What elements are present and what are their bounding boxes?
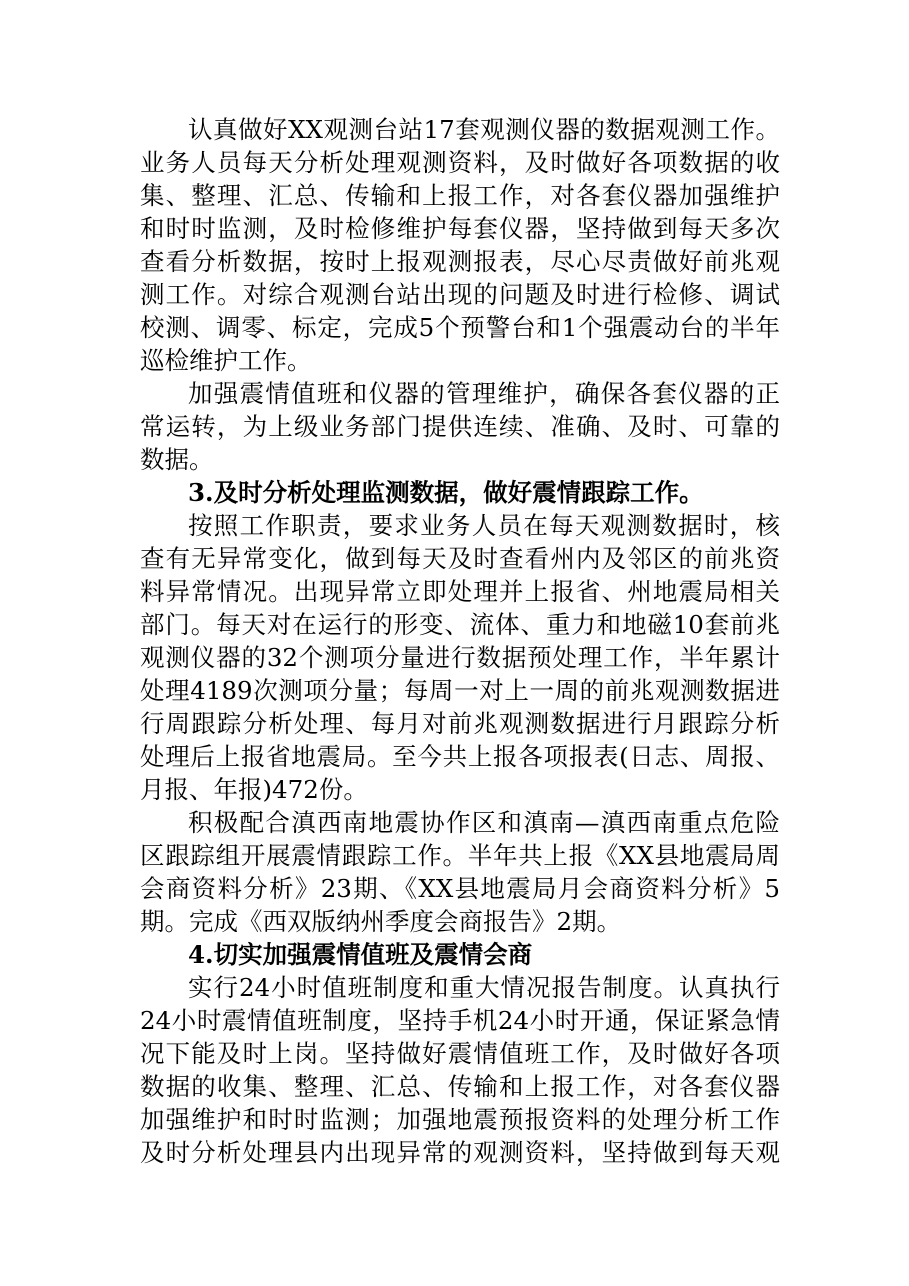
paragraph-line: 查有无异常变化，做到每天及时查看州内及邻区的前兆资 (140, 544, 780, 573)
paragraph-line: 月报、年报)472份。 (140, 775, 368, 804)
paragraph-line: 况下能及时上岗。坚持做好震情值班工作，及时做好各项 (140, 1039, 780, 1068)
paragraph-line: 部门。每天对在运行的形变、流体、重力和地磁10套前兆 (140, 610, 780, 639)
paragraph-line: 集、整理、汇总、传输和上报工作，对各套仪器加强维护 (140, 181, 780, 210)
paragraph-line: 和时时监测，及时检修维护每套仪器，坚持做到每天多次 (140, 214, 780, 243)
paragraph-line: 数据的收集、整理、汇总、传输和上报工作，对各套仪器 (140, 1072, 780, 1101)
section-heading: 3.及时分析处理监测数据，做好震情跟踪工作。 (188, 478, 704, 507)
paragraph-line: 按照工作职责，要求业务人员在每天观测数据时，核 (188, 511, 780, 540)
paragraph-line: 行周跟踪分析处理、每月对前兆观测数据进行月跟踪分析 (140, 709, 780, 738)
paragraph-line: 实行24小时值班制度和重大情况报告制度。认真执行 (188, 973, 780, 1002)
paragraph-line: 观测仪器的32个测项分量进行数据预处理工作，半年累计 (140, 643, 780, 672)
paragraph-line: 料异常情况。出现异常立即处理并上报省、州地震局相关 (140, 577, 780, 606)
paragraph-line: 数据。 (140, 445, 214, 474)
paragraph-line: 常运转，为上级业务部门提供连续、准确、及时、可靠的 (140, 412, 780, 441)
paragraph-line: 期。完成《西双版纳州季度会商报告》2期。 (140, 907, 622, 936)
paragraph-line: 处理后上报省地震局。至今共上报各项报表(日志、周报、 (140, 742, 780, 771)
paragraph-line: 积极配合滇西南地震协作区和滇南—滇西南重点危险 (188, 808, 780, 837)
paragraph-line: 巡检维护工作。 (140, 346, 312, 375)
paragraph-line: 区跟踪组开展震情跟踪工作。半年共上报《XX县地震局周 (140, 841, 780, 870)
paragraph-line: 校测、调零、标定，完成5个预警台和1个强震动台的半年 (140, 313, 780, 342)
paragraph-line: 加强震情值班和仪器的管理维护，确保各套仪器的正 (188, 379, 780, 408)
paragraph-line: 认真做好XX观测台站17套观测仪器的数据观测工作。 (188, 115, 780, 144)
paragraph-line: 及时分析处理县内出现异常的观测资料，坚持做到每天观 (140, 1138, 780, 1167)
section-heading: 4.切实加强震情值班及震情会商 (188, 940, 533, 969)
paragraph-line: 24小时震情值班制度，坚持手机24小时开通，保证紧急情 (140, 1006, 780, 1035)
paragraph-line: 业务人员每天分析处理观测资料，及时做好各项数据的收 (140, 148, 780, 177)
paragraph-line: 查看分析数据，按时上报观测报表，尽心尽责做好前兆观 (140, 247, 780, 276)
paragraph-line: 处理4189次测项分量；每周一对上一周的前兆观测数据进 (140, 676, 780, 705)
paragraph-line: 加强维护和时时监测；加强地震预报资料的处理分析工作 (140, 1105, 780, 1134)
paragraph-line: 会商资料分析》23期、《XX县地震局月会商资料分析》5 (140, 874, 780, 903)
paragraph-line: 测工作。对综合观测台站出现的问题及时进行检修、调试 (140, 280, 780, 309)
